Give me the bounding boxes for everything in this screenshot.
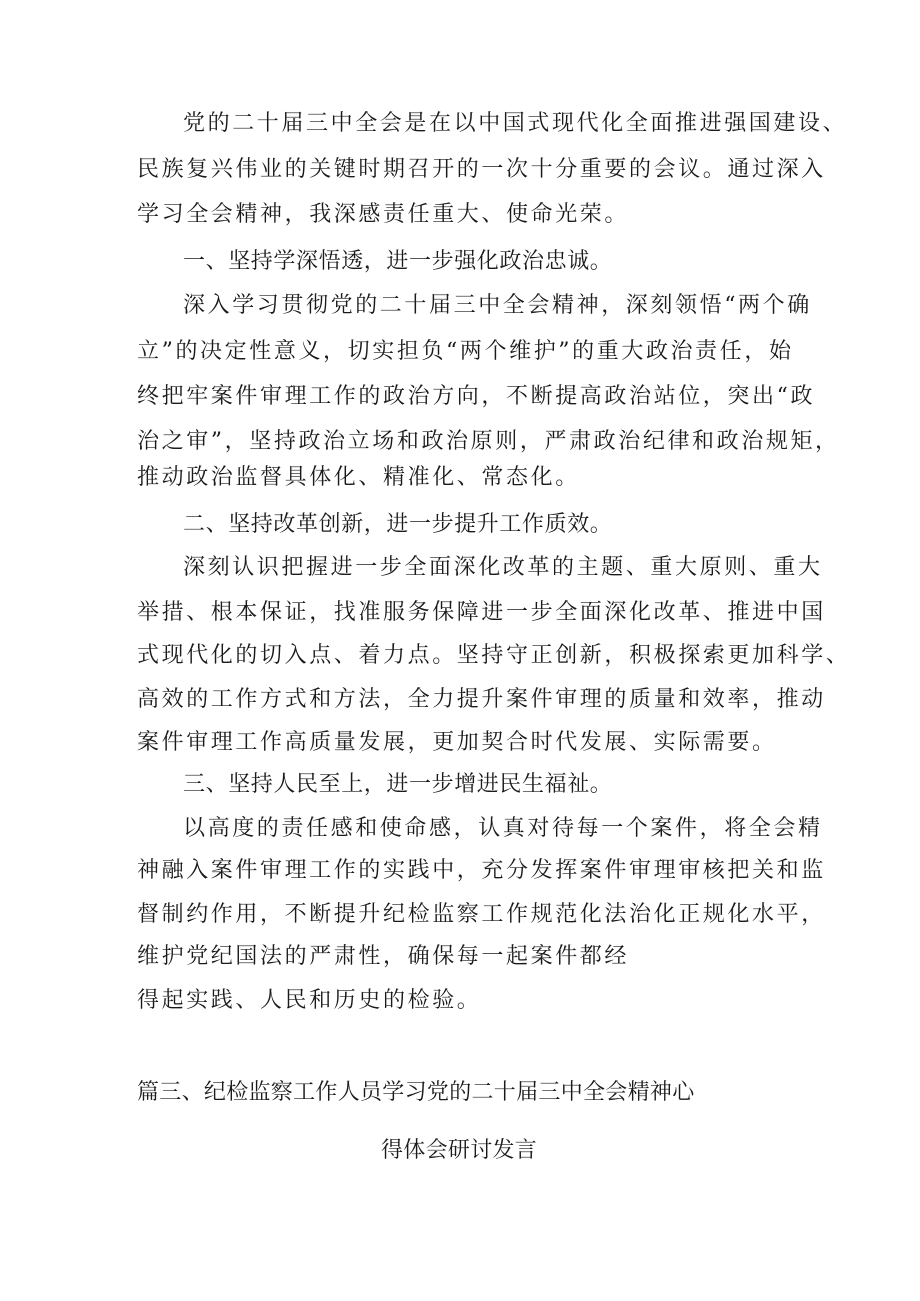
section2-line-5: 案件审理工作高质量发展，更加契合时代发展、实际需要。: [137, 730, 777, 755]
section2-line-4: 高效的工作方式和方法，全力提升案件审理的质量和效率，推动: [137, 687, 826, 712]
section2-heading: 二、坚持改革创新，进一步提升工作质效。: [183, 512, 613, 537]
next-article-title-line-2: 得体会研讨发言: [381, 1138, 538, 1163]
section1-heading: 一、坚持学深悟透，进一步强化政治忠诚。: [183, 249, 613, 274]
section1-line-2: 立”的决定性意义，切实担负“两个维护”的重大政治责任，始: [137, 339, 794, 364]
intro-line-3: 学习全会精神，我深感责任重大、使命光荣。: [137, 202, 630, 227]
section3-line-3: 督制约作用，不断提升纪检监察工作规范化法治化正规化水平，: [137, 902, 826, 927]
section3-line-1: 以高度的责任感和使命感，认真对待每一个案件，将全会精: [183, 816, 823, 841]
section3-line-4: 维护党纪国法的严肃性，确保每一起案件都经: [137, 944, 630, 969]
section3-line-2: 神融入案件审理工作的实践中，充分发挥案件审理审核把关和监: [137, 858, 826, 883]
intro-line-2: 民族复兴伟业的关键时期召开的一次十分重要的会议。通过深入: [137, 157, 826, 182]
section3-heading: 三、坚持人民至上，进一步增进民生福祉。: [183, 772, 613, 797]
section2-line-2: 举措、根本保证，找准服务保障进一步全面深化改革、推进中国: [137, 600, 826, 625]
intro-line-1: 党的二十届三中全会是在以中国式现代化全面推进强国建设、: [183, 111, 848, 136]
section1-line-4: 治之审”，坚持政治立场和政治原则，严肃政治纪律和政治规矩，: [137, 429, 840, 454]
section2-line-1: 深刻认识把握进一步全面深化改革的主题、重大原则、重大: [183, 555, 823, 580]
section1-line-5: 推动政治监督具体化、精准化、常态化。: [137, 465, 580, 490]
section3-line-5: 得起实践、人民和历史的检验。: [137, 988, 482, 1013]
section2-line-3: 式现代化的切入点、着力点。坚持守正创新，积极探索更加科学、: [137, 643, 851, 668]
next-article-title-line-1: 篇三、纪检监察工作人员学习党的二十届三中全会精神心: [137, 1080, 695, 1105]
section1-line-3: 终把牢案件审理工作的政治方向，不断提高政治站位，突出“政: [137, 384, 816, 409]
section1-line-1: 深入学习贯彻党的二十届三中全会精神，深刻领悟“两个确: [183, 293, 812, 318]
